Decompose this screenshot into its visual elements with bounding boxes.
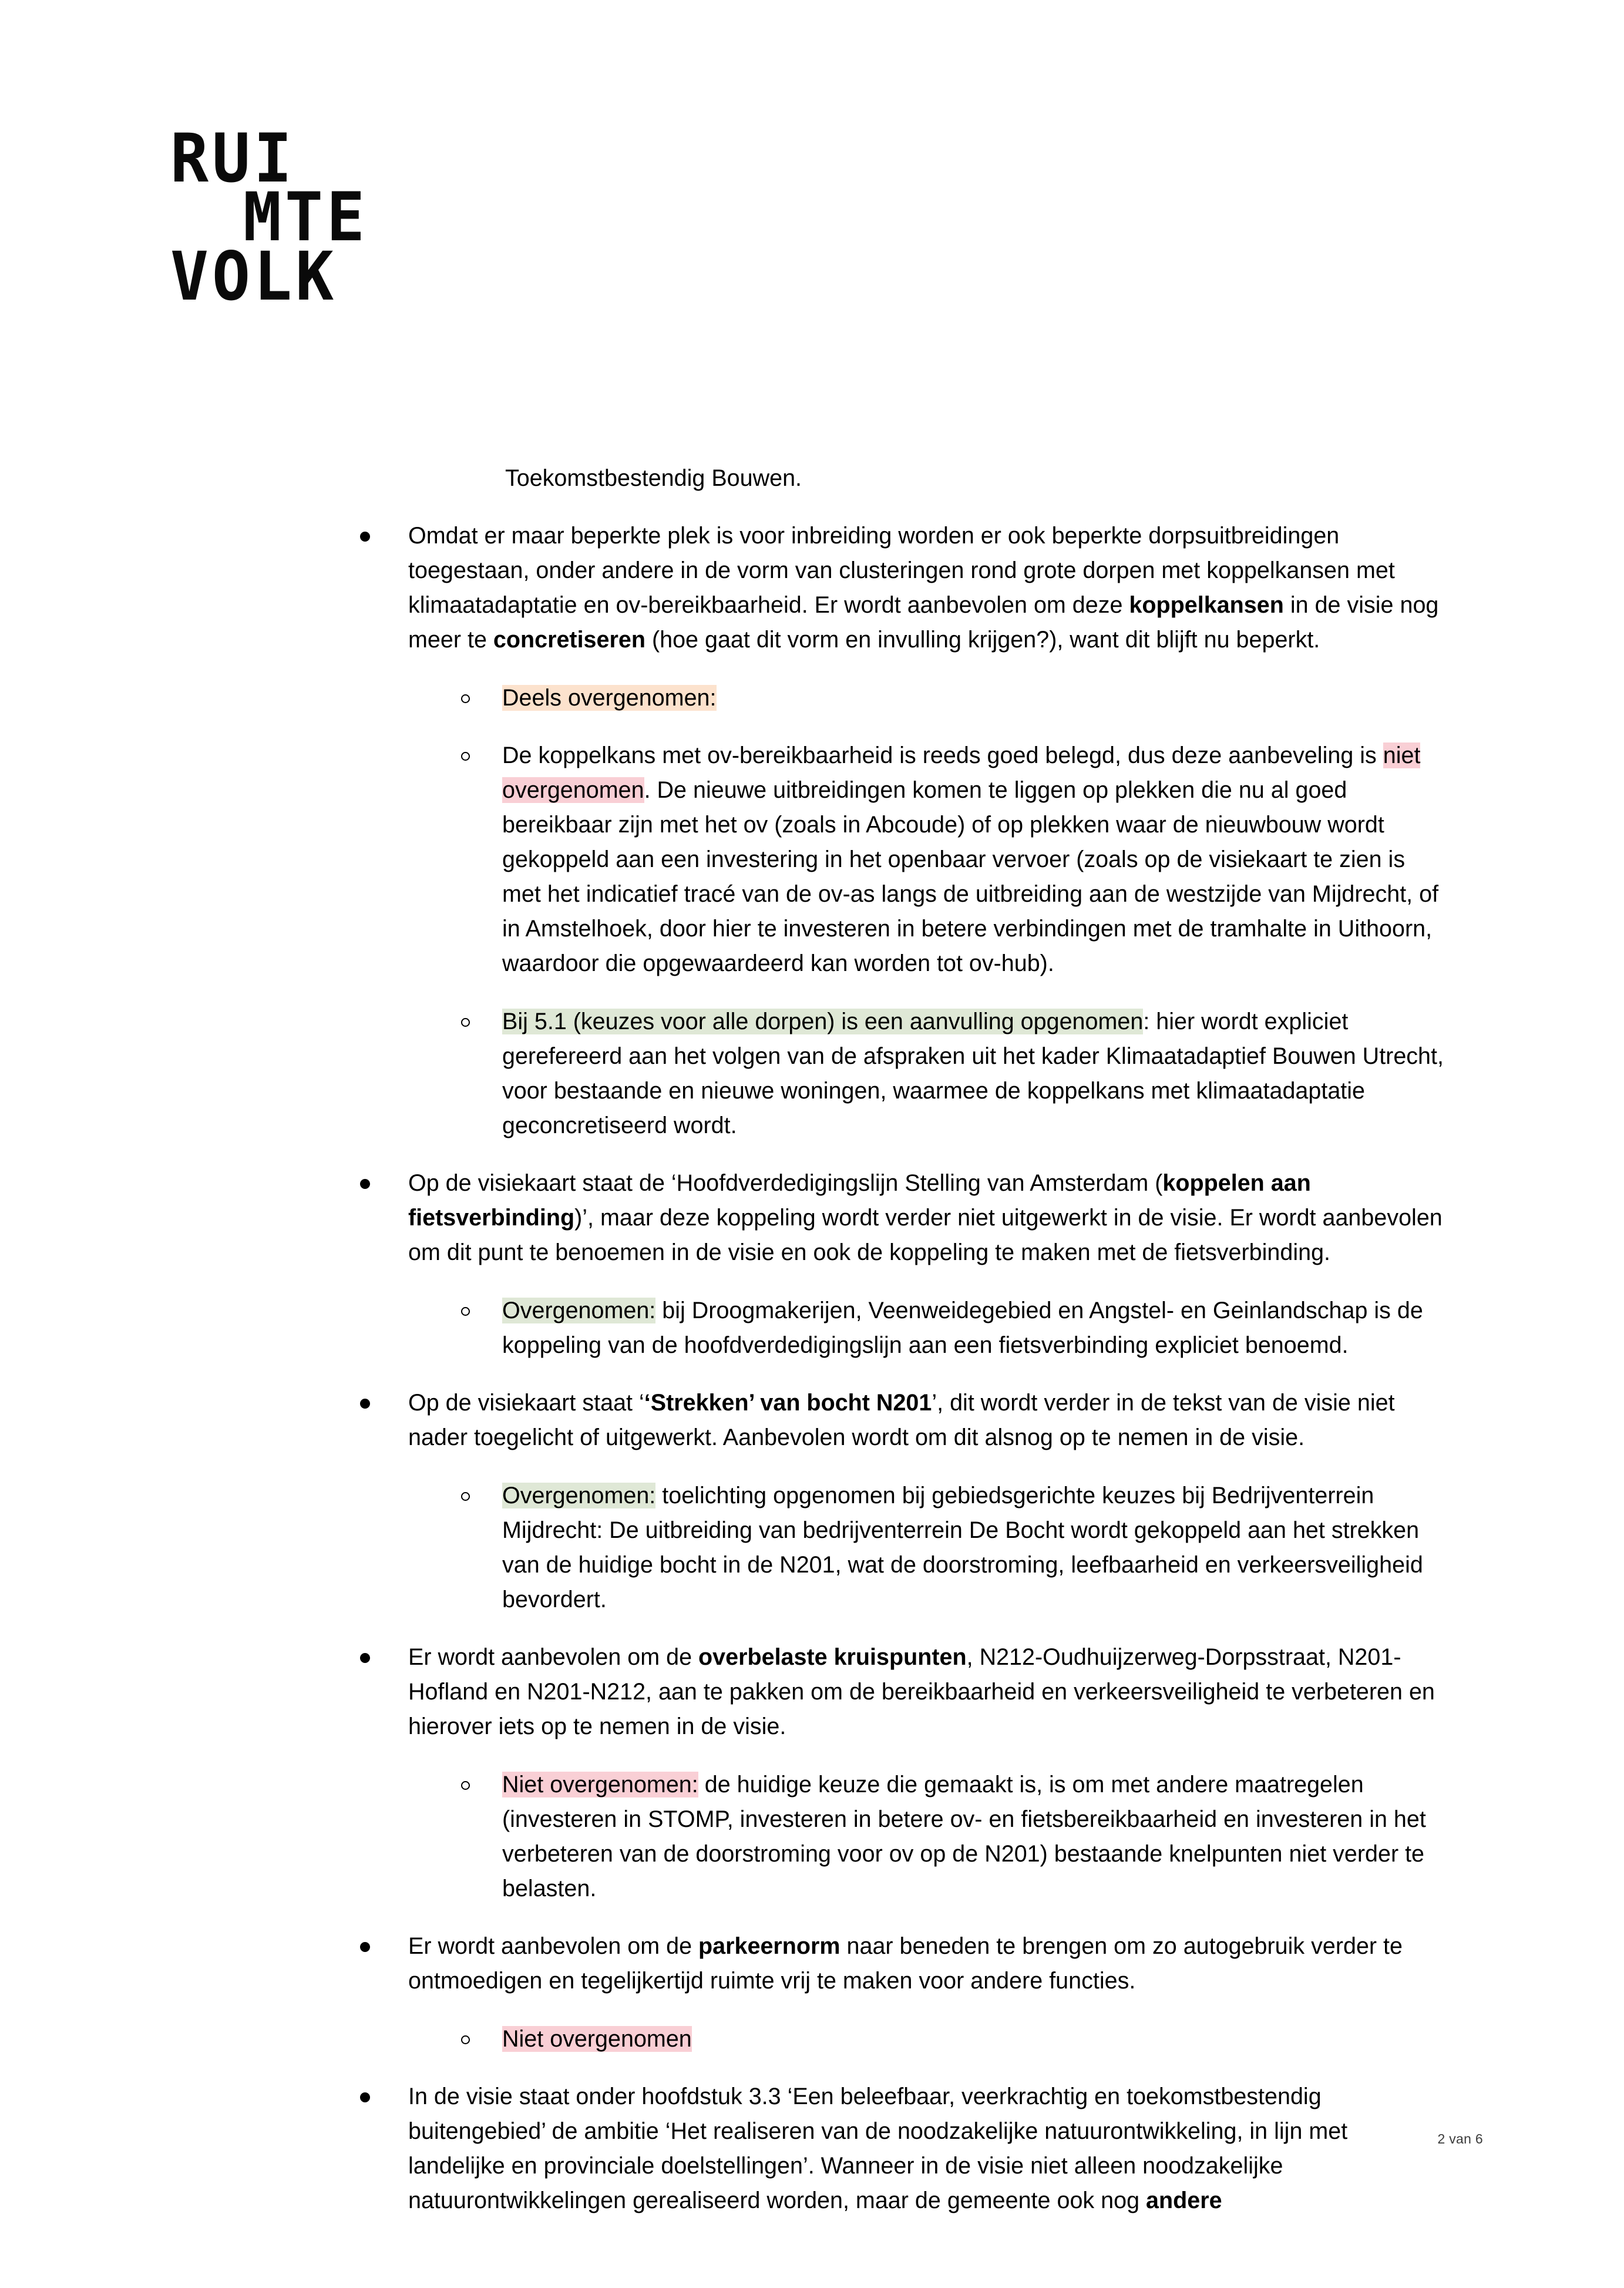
document-body <box>0 438 1624 2242</box>
highlight-green-overgenomen-2: Overgenomen: <box>502 1482 656 1508</box>
highlight-green-overgenomen-1: Overgenomen: <box>502 1297 656 1323</box>
logo-line-2: MTE <box>243 179 369 257</box>
list-item-bullet-2 <box>408 1166 1445 1270</box>
page-number-footer: 2 van 6 <box>1437 2131 1483 2146</box>
sub-1-3-text-b: : hier wordt expliciet gerefereerd aan het volgen van de afspraken uit het kader Klimaatadaptief Bouwen Utrecht, voor bestaande en nieuwe woningen, waarmee de koppelkans met klimaatadaptatie geconcretiseerd wordt. <box>502 1008 1444 1138</box>
bullet-2-bold-koppelen-fietsverbinding: koppelen aan fietsverbinding <box>408 1170 1311 1231</box>
bullet-1-bold-concretiseren: concretiseren <box>493 627 645 653</box>
sub-list-item-niet-overgenomen-parkeernorm <box>502 2022 1445 2057</box>
sub-list-item-deels-overgenomen <box>502 681 1445 715</box>
bullet-1-bold-koppelkansen: koppelkansen <box>1129 592 1284 618</box>
highlight-pink-niet-overgenomen: niet overgenomen <box>502 742 1421 803</box>
logo-line-1: RUI <box>170 120 296 198</box>
logo-line-3: VOLK <box>170 238 338 316</box>
sub-1-2-text-b: . De nieuwe uitbreidingen komen te liggen op plekken die nu al goed bereikbaar zijn met het ov (zoals in Abcoude) of op plekken waar de nieuwbouw wordt gekoppeld aan een investering in het openbaar vervoer (zoals op de visiekaart te zien is met het indicatief tracé van de ov-as langs de uitbreiding aan de westzijde van Mijdrecht, of in Amstelhoek, door hier te investeren in betere verbindingen met de tramhalte in Uithoorn, waardoor die opgewaardeerd kan worden tot ov-hub). <box>502 777 1439 976</box>
bullet-2-text-b: )’, maar deze koppeling wordt verder niet uitgewerkt in de visie. Er wordt aanbevolen om dit punt te benoemen in de visie en ook de koppeling te maken met de fietsverbinding. <box>408 1205 1443 1265</box>
highlight-green-bij-5-1: Bij 5.1 (keuzes voor alle dorpen) is een aanvulling opgenomen <box>502 1008 1144 1034</box>
bullet-5-text-b: naar beneden te brengen om zo autogebruik verder te ontmoedigen en tegelijkertijd ruimte vrij te maken voor andere functies. <box>408 1933 1403 1994</box>
bullet-3-text-b: ’, dit wordt verder in de tekst van de visie niet nader toegelicht of uitgewerkt. Aanbevolen wordt om dit alsnog op te nemen in de visie. <box>408 1390 1395 1450</box>
highlight-pink-niet-overgenomen-2: Niet overgenomen: <box>502 1771 698 1798</box>
sub-list-item-niet-overgenomen-kruispunten <box>502 1768 1445 1906</box>
bullet-1-text-a: Omdat er maar beperkte plek is voor inbreiding worden er ook beperkte dorpsuitbreidingen toegestaan, onder andere in de vorm van clusteringen rond grote dorpen met koppelkansen met klimaatadaptatie en ov-bereikbaarheid. Er wordt aanbevolen om deze <box>408 523 1395 618</box>
sub-3-1-text-b: toelichting opgenomen bij gebiedsgerichte keuzes bij Bedrijventerrein Mijdrecht: De uitbreiding van bedrijventerrein De Bocht wordt gekoppeld aan het strekken van de huidige bocht in de N201, wat de doorstroming, leefbaarheid en verkeersveiligheid bevordert. <box>502 1482 1423 1612</box>
bullet-5-bold-parkeernorm: parkeernorm <box>698 1933 840 1959</box>
list-item-bullet-3 <box>408 1386 1445 1455</box>
paragraph-continuation <box>505 461 1442 496</box>
sub-list-item-overgenomen-mijdrecht <box>502 1479 1445 1617</box>
bullet-4-text-a: Er wordt aanbevolen om de <box>408 1644 699 1670</box>
ruimtevolk-logo <box>170 120 581 316</box>
list-item-bullet-1 <box>408 519 1445 657</box>
list-item-bullet-6 <box>408 2079 1445 2218</box>
bullet-1-text-c: (hoe gaat dit vorm en invulling krijgen?), want dit blijft nu beperkt. <box>645 627 1320 653</box>
list-item-bullet-5 <box>408 1929 1445 1998</box>
bullet-6-bold-andere: andere <box>1146 2188 1222 2213</box>
bullet-6-text-a: In de visie staat onder hoofdstuk 3.3 ‘Een beleefbaar, veerkrachtig en toekomstbestendig buitengebied’ de ambitie ‘Het realiseren van de noodzakelijke natuurontwikkeling, in lijn met landelijke en provinciale doelstellingen’. Wanneer in de visie niet alleen noodzakelijke natuurontwikkelingen gerealiseerd worden, maar de gemeente ook nog <box>408 2084 1348 2213</box>
sub-list-item-bij-5-1 <box>502 1004 1445 1143</box>
sub-4-1-text-b: de huidige keuze die gemaakt is, is om met andere maatregelen (investeren in STOMP, investeren in betere ov- en fietsbereikbaarheid en investeren in het verbeteren van de doorstroming voor ov op de N201) bestaande knelpunten niet verder te belasten. <box>502 1771 1426 1901</box>
continuation-text: Toekomstbestendig Bouwen. <box>505 465 802 491</box>
bullet-3-bold-strekken-n201: ‘Strekken’ van bocht N201 <box>644 1390 932 1416</box>
bullet-4-bold-overbelaste-kruispunten: overbelaste kruispunten <box>698 1644 967 1670</box>
bullet-2-text-a: Op de visiekaart staat de ‘Hoofdverdedigingslijn Stelling van Amsterdam ( <box>408 1170 1163 1196</box>
bullet-5-text-a: Er wordt aanbevolen om de <box>408 1933 699 1959</box>
bullet-4-text-b: , N212-Oudhuijzerweg-Dorpsstraat, N201-Hofland en N201-N212, aan te pakken om de bereikbaarheid en verkeersveiligheid te verbeteren en hierover iets op te nemen in de visie. <box>408 1644 1435 1739</box>
bullet-1-text-b: in de visie nog meer te <box>408 592 1439 653</box>
bullet-3-text-a: Op de visiekaart staat ‘ <box>408 1390 644 1416</box>
sub-list-item-overgenomen-droogmakerijen <box>502 1293 1445 1363</box>
highlight-orange-deels-overgenomen: Deels overgenomen: <box>502 684 717 711</box>
sub-list-item-koppelkans-ov <box>502 738 1445 981</box>
list-item-bullet-4 <box>408 1640 1445 1744</box>
highlight-pink-niet-overgenomen-3: Niet overgenomen <box>502 2025 692 2052</box>
sub-2-1-text-b: bij Droogmakerijen, Veenweidegebied en Angstel- en Geinlandschap is de koppeling van de hoofdverdedigingslijn aan een fietsverbinding expliciet benoemd. <box>502 1297 1423 1358</box>
sub-1-2-text-a: De koppelkans met ov-bereikbaarheid is reeds goed belegd, dus deze aanbeveling is <box>502 742 1383 768</box>
